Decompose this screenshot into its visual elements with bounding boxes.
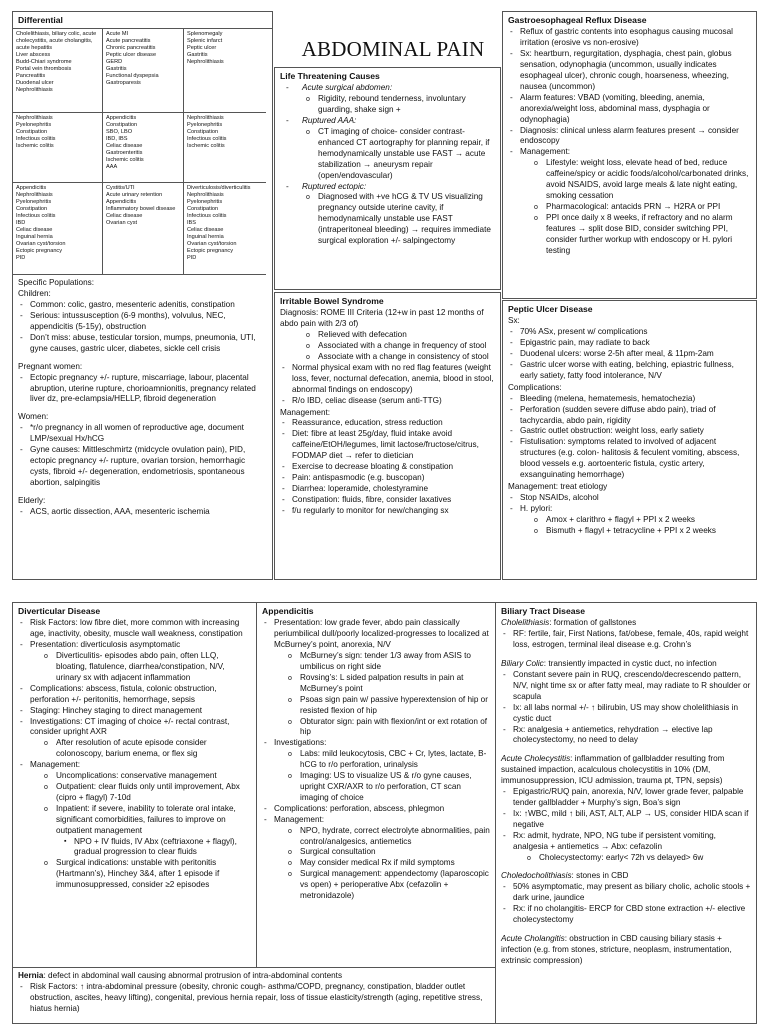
list-item: - Gastric outlet obstruction: weight loss, early satiety [508, 426, 751, 437]
grid-cell-periumbilical: Appendicitis Constipation SBO, LBO IBD, IBS Celiac disease Gastroenteritis Ischemic colitis AAA [103, 113, 184, 183]
list-item: o Associate with a change in consistency of stool [280, 352, 495, 363]
list-item: o Amox + clarithro + flagyl + PPI x 2 weeks [508, 515, 751, 526]
topic-term: Biliary Colic [501, 659, 544, 669]
list-item: - Gastric ulcer worse with eating, belching, epiastric fullness, early satiety, fatty food intolerance, N/V [508, 360, 751, 382]
list-item: - Ix: ↑WBC, mild ↑ bili, AST, ALT, ALP → US, consider HIDA scan if negative [501, 809, 751, 831]
list-item: o Imaging: US to visualize US & r/o gyne causes, upright CXR/AXR to r/o perforation, CT scan imaging of choice [262, 771, 490, 804]
topic-definition: : obstruction in CBD causing biliary stasis + infection (e.g. from stones, stricture, neoplasm, instrumentation, extrinsic compression) [501, 933, 732, 965]
ibs-panel [274, 292, 501, 580]
list-item: - Common: colic, gastro, mesenteric adenitis, constipation [18, 300, 267, 311]
list-item: - Stop NSAIDs, alcohol [508, 493, 751, 504]
elderly-heading: Elderly: [18, 495, 46, 505]
pud-list [508, 316, 751, 536]
list-item: - Diagnosis: clinical unless alarm features present → consider endoscopy [508, 126, 751, 148]
list-item: - Gyne causes: Mittleschmirtz (midcycle ovulation pain), PID, ectopic pregnancy +/- rupture, ovarian torsion, hemorrhagic cysts, fibroid +/- degeneration, endometriosis, spontaneous abortion, salpingitis [18, 445, 267, 489]
list-item: o Surgical indications: unstable with peritonitis (Hartmann’s), Hinchey 3&4, after 1 episode if immunosuppressed, consider ≥2 episodes [18, 858, 251, 891]
list-item: o Inpatient: if severe, inability to tolerate oral intake, significant comorbidities, failures to improve on outpatient management [18, 804, 251, 837]
list-item: - R/o IBD, celiac disease (serum anti-TTG) [280, 396, 495, 407]
grid-cell-llq: Diverticulosis/diverticulitis Nephrolithiasis Pyelonephritis Constipation Infectious colitis IBS Celiac disease Inguinal hernia Ovarian cyst/torsion Ectopic pregnancy PID [184, 183, 266, 275]
list-item: - Epigastric pain, may radiate to back [508, 338, 751, 349]
list-item: o Rovsing’s: L sided palpation results in pain at McBurney’s point [262, 673, 490, 695]
list-item: o Diverticulitis- episodes abdo pain, often LLQ, bloating, flatulence, diarrhea/constipation, N/V, urinary sx with adjacent inflammation [18, 651, 251, 684]
differential-panel [12, 11, 273, 580]
children-list [18, 300, 267, 355]
topic-definition: : formation of gallstones [549, 618, 637, 628]
list-item: o Cholecystectomy: early< 72h vs delayed> 6w [501, 853, 751, 864]
list-item: - Epigastric/RUQ pain, anorexia, N/V, lower grade fever, palpable tender gallbladder + Murphy’s sign, Boa’s sign [501, 787, 751, 809]
list-item: - ACS, aortic dissection, AAA, mesenteric ischemia [18, 507, 267, 518]
list-item: - Reassurance, education, stress reduction [280, 418, 495, 429]
list-item: - Management: [508, 147, 751, 158]
list-item: - Exercise to decrease bloating & constipation [280, 462, 495, 473]
topic-definition: : stones in CBD [571, 871, 629, 881]
list-item: - Complications: abscess, fistula, colonic obstruction, perforation +/- peritonitis, hemorrhage, sepsis [18, 684, 251, 706]
pregnant-heading: Pregnant women: [18, 361, 83, 371]
list-item: - RF: fertile, fair, First Nations, fat/obese, female, 40s, rapid weight loss, estrogen, terminal ileal disease e.g. Crohn’s [501, 629, 751, 651]
list-item: - Constipation: fluids, fibre, consider laxatives [280, 495, 495, 506]
list-item: o Surgical management: appendectomy (laparoscopic vs open) + perioperative Abx (cefazolin + metronidazole) [262, 869, 490, 902]
topic-definition: : inflammation of gallbladder resulting from sustained impaction, acalculous cholecystitis in 10% (DM, immunosuppression, ICU admission, trauma pt, TPN, sepsis) [501, 754, 725, 786]
list-item: - Reflux of gastric contents into esophagus causing mucosal irritation (erosive vs non-erosive) [508, 27, 751, 49]
list-item: - Rx: if no cholangitis- ERCP for CBD stone extraction +/- elective cholecystectomy [501, 904, 751, 926]
differential-grid [13, 28, 272, 275]
diverticular-heading: Diverticular Disease [18, 606, 101, 616]
differential-heading: Differential [18, 15, 63, 25]
ibs-heading: Irritable Bowel Syndrome [280, 296, 384, 306]
elderly-list [18, 507, 267, 518]
list-item: - Rx: analgesia + antiemetics, rehydration → elective lap cholecystectomy, no need to delay [501, 725, 751, 747]
appendicitis-list [262, 618, 490, 902]
spacer [501, 651, 751, 658]
women-heading: Women: [18, 412, 49, 422]
list-item: - 50% asymptomatic, may present as biliary cholic, acholic stools + dark urine, jaundice [501, 882, 751, 904]
list-item: Diagnosis: ROME III Criteria (12+w in past 12 months of abdo pain with 2/3 of) [280, 308, 484, 329]
pud-panel [502, 300, 757, 580]
spacer [501, 863, 751, 870]
topic-definition: : transiently impacted in cystic duct, no infection [543, 659, 717, 669]
hernia-panel [12, 967, 496, 1024]
list-item: o After resolution of acute episode consider colonoscopy, barium enema, or flex sig [18, 738, 251, 760]
list-item: o Lifestyle: weight loss, elevate head of bed, reduce caffeine/spicy or acidic foods/alcohol/carbonated drinks, avoid NSAIDS, avoid large meals & late night eating, smoking cessation [508, 158, 751, 202]
list-item: - *r/o pregnancy in all women of reproductive age, document LMP/sexual Hx/hCG [18, 423, 267, 445]
pud-heading: Peptic Ulcer Disease [508, 304, 593, 314]
specific-populations [18, 278, 267, 517]
ibs-list [280, 308, 495, 516]
list-item [501, 754, 751, 787]
list-item: - Investigations: CT imaging of choice +/- rectal contrast, consider upright AXR [18, 717, 251, 739]
list-item: o Obturator sign: pain with flexion/int or ext rotation of hip [262, 717, 490, 739]
list-item: - Sx: heartburn, regurgitation, dysphagia, chest pain, globus sensation, odynophagia (uncommon, usually indicates esophageal ulcer), chronic cough, hoarseness, wheezing, nausea (uncommon) [508, 49, 751, 93]
list-item: o Associated with a change in frequency of stool [280, 341, 495, 352]
list-item: o Outpatient: clear fluids only until improvement, Abx (cipro + flagyl) 7-10d [18, 782, 251, 804]
hernia-list [18, 982, 490, 1015]
list-item: - Don’t miss: abuse, testicular torsion, mumps, pneumonia, UTI, gyne causes, gastric ulcer, diabetes, sickle cell crisis [18, 333, 267, 355]
list-item: o Rigidity, rebound tenderness, involuntary guarding, shake sign + [280, 94, 495, 116]
diverticular-list [18, 618, 251, 891]
spacer [501, 926, 751, 933]
list-item: - Alarm features: VBAD (vomiting, bleeding, anemia, anorexia/weight loss, abdominal mass, dysphagia or odynophagia) [508, 93, 751, 126]
list-item: o Psoas sign pain w/ passive hyperextension of hip or resisted flexion of hip [262, 695, 490, 717]
diverticular-panel [12, 602, 257, 968]
list-item: o Uncomplications: conservative management [18, 771, 251, 782]
topic-term: Choledocholithiasis [501, 871, 572, 881]
grid-cell-suprapubic: Cystitis/UTI Acute urinary retention Appendicitis Inflammatory bowel disease Celiac disease Ovarian cyst [103, 183, 184, 275]
biliary-heading: Biliary Tract Disease [501, 606, 586, 616]
list-item: o PPI once daily x 8 weeks, if refractory and no alarm features → split dose BID, consider switching PPI, consider further workup with endoscopy or H. pylori testing [508, 213, 751, 257]
list-item: - Presentation: low grade fever, abdo pain classically periumbilical dull/poorly localized-progresses to localized at McBurney’s point, anorexia, N/V [262, 618, 490, 651]
list-item: - Staging: Hinchey staging to direct management [18, 706, 251, 717]
gerd-list [508, 27, 751, 256]
list-item: - Fistulisation: symptoms related to involved of adjacent structures (e.g. colon- halitosis & feculent vomiting, abscess, blood vessels e.g. aortoenteric fistula, cystic artery, exsanguinating hemorrhage) [508, 437, 751, 481]
list-item: - Rx: admit, hydrate, NPO, NG tube if persistent vomiting, analgesia + antiemetics → Abx: cefazolin [501, 831, 751, 853]
list-item: Sx: [508, 316, 520, 326]
life-threatening-panel [274, 67, 501, 290]
biliary-list [501, 618, 751, 966]
gerd-heading: Gastroesophageal Reflux Disease [508, 15, 647, 25]
list-item [501, 934, 751, 967]
list-item: o CT imaging of choice- consider contrast-enhanced CT aortography for planning repair, if hemodynamically unstable use FAST → acute stabilization → aneurysm repair (open/endovascular) [280, 127, 495, 182]
topic-term: Acute Cholecystitis [501, 754, 571, 764]
list-item: - Ix: all labs normal +/- ↑ bilirubin, US may show cholelithiasis in cystic duct [501, 703, 751, 725]
biliary-panel [495, 602, 757, 1024]
list-item: o Relieved with defecation [280, 330, 495, 341]
list-item: Management: [280, 407, 331, 417]
list-item: - f/u regularly to monitor for new/changing sx [280, 506, 495, 517]
list-item: - Ectopic pregnancy +/- rupture, miscarriage, labour, placental abruption, uterine rupture, chorioamnionitis, pregnancy related liver dz, pre-eclampsia/HELLP, fibroid degeneration [18, 373, 267, 406]
list-item: - Duodenal ulcers: worse 2-5h after meal, & 11pm-2am [508, 349, 751, 360]
list-item: o Pharmacological: antacids PRN → H2RA or PPI [508, 202, 751, 213]
topic-term: Cholelithiasis [501, 618, 550, 628]
list-item: - Constant severe pain in RUQ, crescendo/decrescendo pattern, N/V, night time sx or after fatty meal, may radiate to R shoulder or scapula [501, 670, 751, 703]
grid-cell-right-flank: Nephrolithiasis Pyelonephritis Constipation Infectious colitis Ischemic colitis [13, 113, 103, 183]
list-item: o Surgical consultation [262, 847, 490, 858]
life-heading: Life Threatening Causes [280, 71, 380, 81]
list-item: - H. pylori: [508, 504, 751, 515]
list-item [501, 871, 751, 882]
grid-cell-rlq: Appendicitis Nephrolithiasis Pyelonephritis Constipation Infectious colitis IBD Celiac disease Inguinal hernia Ovarian cyst/torsion Ectopic pregnancy PID [13, 183, 103, 275]
list-item: - Management: [262, 815, 490, 826]
page-title: ABDOMINAL PAIN [301, 37, 485, 61]
list-item: - Bleeding (melena, hematemesis, hematochezia) [508, 394, 751, 405]
list-item: - Risk Factors: ↑ intra-abdominal pressure (obesity, chronic cough- asthma/COPD, pregnancy, constipation, bladder outlet obstruction, ascites, heavy lifting), congenital, previous hernia repair, loss of tissue elasticity/strength (aging, repetitive stress, hiatus hernia) [18, 982, 490, 1015]
list-item: - Complications: perforation, abscess, phlegmon [262, 804, 490, 815]
list-item: - Presentation: diverticulosis asymptomatic [18, 640, 251, 651]
list-item: - Diet: fibre at least 25g/day, fluid intake avoid caffeine/EtOH/legumes, limit lactose/fructose/citrus, FODMAP diet → refer to dietician [280, 429, 495, 462]
list-item: - Perforation (sudden severe diffuse abdo pain), triad of tachycardia, abdo pain, rigidity [508, 405, 751, 427]
children-heading: Children: [18, 289, 51, 299]
list-item: Management: treat etiology [508, 482, 608, 492]
list-item: - Acute surgical abdomen: [280, 83, 495, 94]
list-item: o May consider medical Rx if mild symptoms [262, 858, 490, 869]
list-item: - Management: [18, 760, 251, 771]
specific-heading: Specific Populations: [18, 278, 95, 288]
list-item: - 70% ASx, present w/ complications [508, 327, 751, 338]
list-item: - Serious: intussusception (6-9 months), volvulus, NEC, appendicitis (5-15y), obstruction [18, 311, 267, 333]
grid-cell-left-flank: Nephrolithiasis Pyelonephritis Constipation Infectious colitis Ischemic colitis [184, 113, 266, 183]
grid-cell-epigastric: Acute MI Acute pancreatitis Chronic pancreatitis Peptic ulcer disease GERD Gastritis Functional dyspepsia Gastroparesis [103, 29, 184, 113]
women-list [18, 423, 267, 488]
list-item: - Ruptured AAA: [280, 116, 495, 127]
list-item [501, 659, 751, 670]
grid-cell-luq: Splenomegaly Splenic infarct Peptic ulcer Gastritis Nephrolithiasis [184, 29, 266, 113]
list-item: - Investigations: [262, 738, 490, 749]
list-item: o Bismuth + flagyl + tetracycline + PPI x 2 weeks [508, 526, 751, 537]
hernia-definition: Hernia: defect in abdominal wall causing abnormal protrusion of intra-abdominal contents [18, 971, 343, 980]
appendicitis-heading: Appendicitis [262, 606, 314, 616]
list-item: - Pain: antispasmodic (e.g. buscopan) [280, 473, 495, 484]
list-item: o McBurney’s sign: tender 1/3 away from ASIS to umbilicus on right side [262, 651, 490, 673]
appendicitis-panel [256, 602, 496, 968]
list-item: ▪ NPO + IV fluids, IV Abx (ceftriaxone + flagyl), gradual progression to clear fluids [18, 837, 251, 859]
list-item: - Risk Factors: low fibre diet, more common with increasing age, inactivity, obesity, muscle wall weakness, constipation [18, 618, 251, 640]
spacer [501, 746, 751, 753]
list-item: o Diagnosed with +ve hCG & TV US visualizing pregnancy outside uterine cavity, if hemodynamically unstable use FAST (intraperitoneal bleeding) → requires immediate surgical exploration +/- salpingectomy [280, 192, 495, 247]
grid-cell-ruq: Cholelithiasis, biliary colic, acute cholecystitis, acute cholangitis, acute hepatitis Liver abscess Budd-Chiari syndrome Portal vein thrombosis Pancreatitis Duodenal ulcer Nephrolithiasis [13, 29, 103, 113]
hernia-heading: Hernia [18, 971, 44, 980]
life-list [280, 83, 495, 247]
list-item: o NPO, hydrate, correct electrolyte abnormalities, pain control/analgesics, antiemetics [262, 826, 490, 848]
list-item: o Labs: mild leukocytosis, CBC + Cr, lytes, lactate, B-hCG to r/o perforation, urinalysis [262, 749, 490, 771]
gerd-panel [502, 11, 757, 299]
list-item: Complications: [508, 382, 562, 392]
topic-term: Acute Cholangitis [501, 933, 565, 943]
list-item: - Diarrhea: loperamide, cholestyramine [280, 484, 495, 495]
pregnant-list [18, 373, 267, 406]
list-item: - Ruptured ectopic: [280, 182, 495, 193]
list-item [501, 618, 751, 629]
list-item: - Normal physical exam with no red flag features (weight loss, fever, nocturnal defecation, anemia, blood in stool, abnormal findings on endoscopy) [280, 363, 495, 396]
